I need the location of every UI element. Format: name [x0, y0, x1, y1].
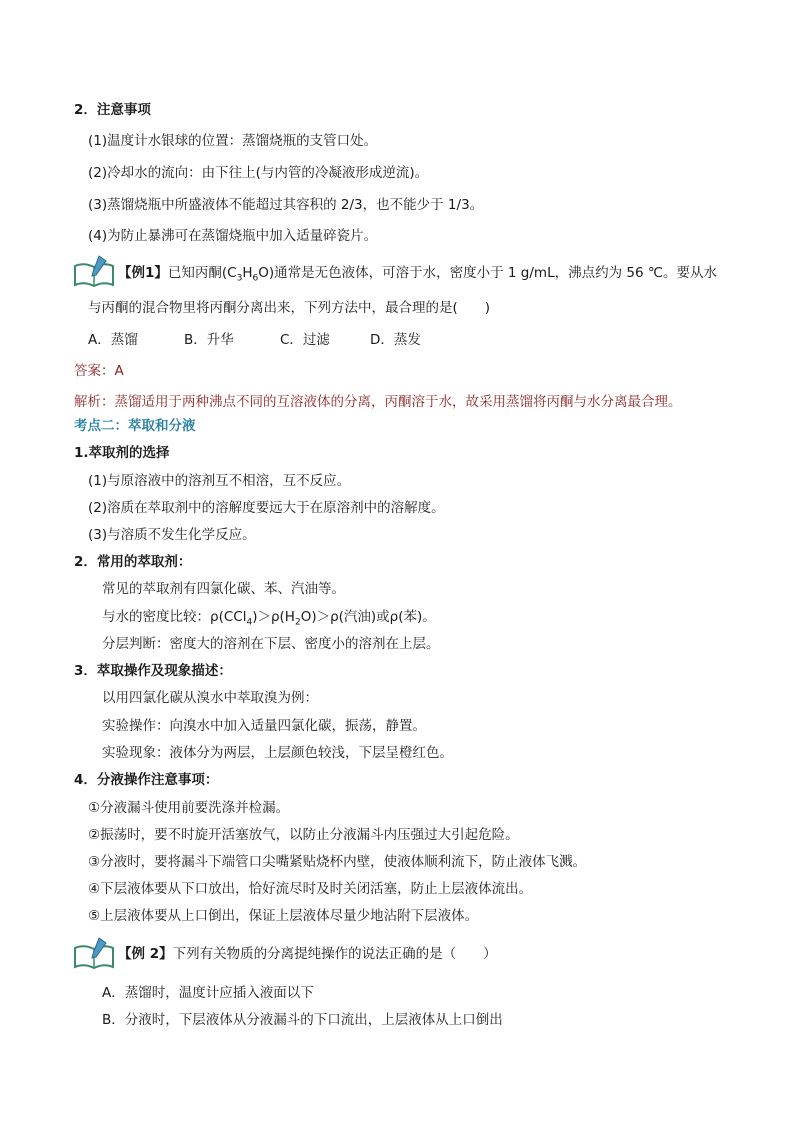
subscript: 3	[236, 273, 243, 284]
option-b: B．升华	[184, 332, 234, 348]
list-item: (2)溶质在萃取剂中的溶解度要远大于在原溶剂中的溶解度。	[88, 500, 445, 516]
example-1-stem	[118, 263, 717, 283]
example-2-option-a: A．蒸馏时，温度计应插入液面以下	[102, 985, 314, 1001]
list-item: 常见的萃取剂有四氯化碳、苯、汽油等。	[102, 581, 345, 597]
list-item: (1)与原溶液中的溶剂互不相溶，互不反应。	[88, 473, 351, 489]
density-comparison	[102, 607, 436, 627]
list-item: ④下层液体要从下口放出，恰好流尽时及时关闭活塞，防止上层液体流出。	[88, 881, 533, 897]
list-item: 实验现象：液体分为两层，上层颜色较浅，下层呈橙红色。	[102, 745, 453, 761]
option-a: A．蒸馏	[88, 332, 138, 348]
list-item: (3)蒸馏烧瓶中所盛液体不能超过其容积的 2/3，也不能少于 1/3。	[88, 197, 484, 213]
list-item: (3)与溶质不发生化学反应。	[88, 527, 256, 543]
list-item: 实验操作：向溴水中加入适量四氯化碳，振荡，静置。	[102, 718, 426, 734]
example-1-analysis: 解析：蒸馏适用于两种沸点不同的互溶液体的分离，丙酮溶于水，故采用蒸馏将丙酮与水分离最合理。	[74, 394, 682, 410]
example-1-label: 【例1】	[118, 265, 168, 281]
subscript: 2	[294, 617, 301, 628]
list-item: (2)冷却水的流向：由下往上(与内管的冷凝液形成逆流)。	[88, 165, 429, 181]
list-item: ①分液漏斗使用前要洗涤并检漏。	[88, 800, 290, 816]
stem-text: O)通常是无色液体，可溶于水，密度小于 1 g/mL，沸点约为 56 ℃。要从水	[258, 265, 718, 281]
book-pencil-icon	[72, 936, 116, 970]
list-item: ③分液时，要将漏斗下端管口尖嘴紧贴烧杯内壁，使液体顺利流下，防止液体飞溅。	[88, 854, 587, 870]
list-item: (4)为防止暴沸可在蒸馏烧瓶中加入适量碎瓷片。	[88, 228, 378, 244]
stem-text: 下列有关物质的分离提纯操作的说法正确的是（ ）	[172, 946, 497, 962]
stem-text: H	[242, 265, 253, 281]
book-pencil-icon	[72, 254, 116, 288]
density-text: O)＞ρ(汽油)或ρ(苯)。	[300, 609, 436, 625]
option-d: D．蒸发	[370, 332, 421, 348]
example-2-label: 【例 2】	[118, 946, 173, 962]
section-heading-common-extractants: 2．常用的萃取剂：	[74, 554, 192, 570]
list-item: ⑤上层液体要从上口倒出，保证上层液体尽量少地沾附下层液体。	[88, 908, 479, 924]
example-1-answer: 答案：A	[74, 363, 124, 379]
stem-text: 已知丙酮(C	[167, 265, 237, 281]
section-heading-notes: 2．注意事项	[74, 102, 151, 118]
density-text: 与水的密度比较：ρ(CCl	[102, 609, 247, 625]
section-heading-operation: 3．萃取操作及现象描述：	[74, 663, 232, 679]
density-text: )＞ρ(H	[252, 609, 295, 625]
section-heading-extractant: 1.萃取剂的选择	[74, 445, 170, 461]
example-2-option-b: B．分液时，下层液体从分液漏斗的下口流出，上层液体从上口倒出	[102, 1012, 503, 1028]
list-item: (1)温度计水银球的位置：蒸馏烧瓶的支管口处。	[88, 133, 378, 149]
subscript: 6	[252, 273, 259, 284]
example-1-options	[88, 330, 421, 350]
list-item: 分层判断：密度大的溶剂在下层、密度小的溶剂在上层。	[102, 636, 440, 652]
subscript: 4	[246, 617, 253, 628]
list-item: ②振荡时，要不时旋开活塞放气，以防止分液漏斗内压强过大引起危险。	[88, 827, 519, 843]
option-c: C．过滤	[280, 332, 330, 348]
section-title-kaodian-2: 考点二：萃取和分液	[74, 418, 196, 434]
section-heading-separation-notes: 4．分液操作注意事项：	[74, 772, 219, 788]
example-2-stem	[118, 944, 497, 964]
example-1-stem-line2: 与丙酮的混合物里将丙酮分离出来，下列方法中，最合理的是( )	[88, 300, 491, 316]
list-item: 以用四氯化碳从溴水中萃取溴为例：	[102, 690, 318, 706]
